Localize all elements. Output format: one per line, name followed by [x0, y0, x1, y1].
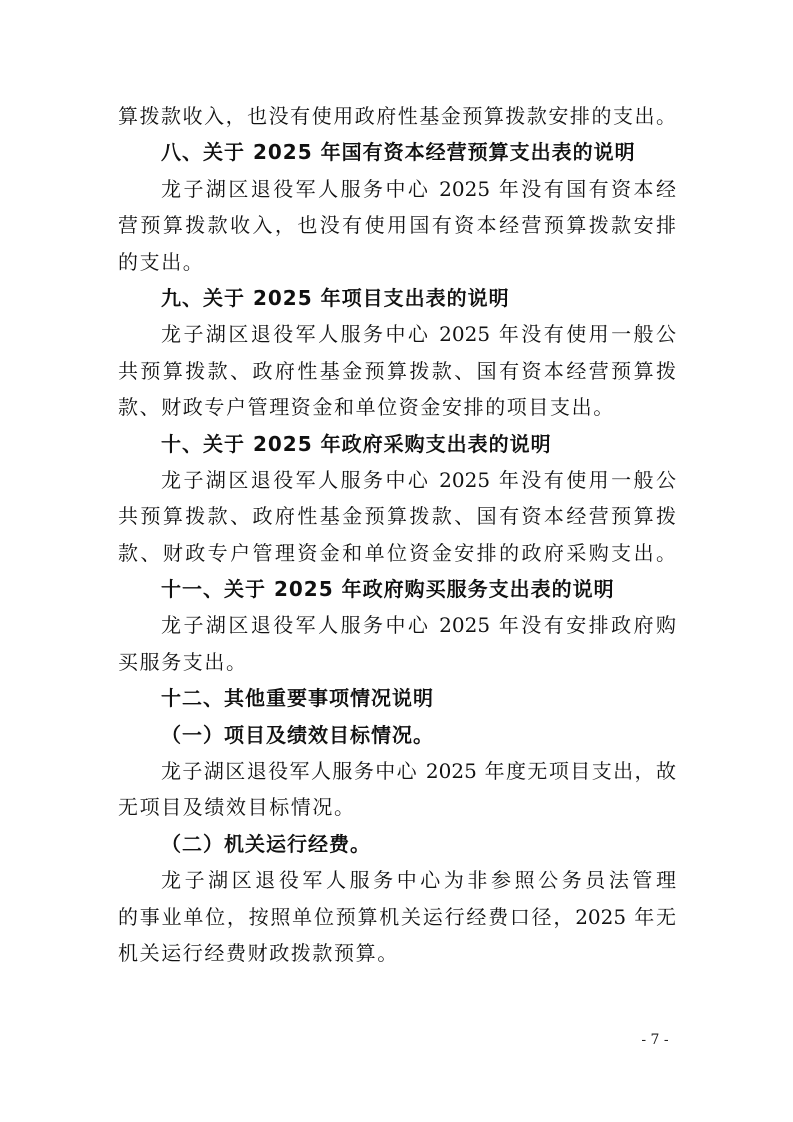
body-text: 款、财政专户管理资金和单位资金安排的项目支出。	[118, 395, 615, 420]
section-heading: 九、关于 2025 年项目支出表的说明	[161, 285, 510, 310]
page-number: - 7 -	[641, 1032, 669, 1048]
section-heading: 十、关于 2025 年政府采购支出表的说明	[161, 431, 552, 456]
body-text: 买服务支出。	[118, 649, 248, 674]
body-text: 龙子湖区退役军人服务中心 2025 年没有安排政府购	[161, 613, 676, 638]
body-text: 龙子湖区退役军人服务中心 2025 年没有国有资本经	[161, 176, 676, 201]
body-text: 共预算拨款、政府性基金预算拨款、国有资本经营预算拨	[118, 358, 676, 383]
subsection-heading: （一）项目及绩效目标情况。	[161, 722, 434, 747]
body-text: 算拨款收入，也没有使用政府性基金预算拨款安排的支出。	[118, 104, 676, 128]
section-heading: 八、关于 2025 年国有资本经营预算支出表的说明	[161, 140, 636, 165]
body-text: 的事业单位，按照单位预算机关运行经费口径，2025 年无	[118, 904, 676, 929]
body-text: 营预算拨款收入，也没有使用国有资本经营预算拨款安排	[118, 213, 676, 238]
body-text: 共预算拨款、政府性基金预算拨款、国有资本经营预算拨	[118, 504, 676, 529]
body-text: 的支出。	[118, 249, 205, 274]
section-heading: 十二、其他重要事项情况说明	[161, 686, 434, 711]
subsection-heading: （二）机关运行经费。	[161, 831, 371, 856]
body-text: 龙子湖区退役军人服务中心 2025 年没有使用一般公	[161, 322, 676, 347]
section-heading: 十一、关于 2025 年政府购买服务支出表的说明	[161, 577, 615, 602]
body-text: 龙子湖区退役军人服务中心 2025 年没有使用一般公	[161, 467, 676, 492]
document-body	[118, 98, 676, 971]
body-text: 款、财政专户管理资金和单位资金安排的政府采购支出。	[118, 540, 676, 565]
body-text: 龙子湖区退役军人服务中心为非参照公务员法管理	[161, 868, 676, 893]
body-text: 无项目及绩效目标情况。	[118, 795, 356, 820]
body-text: 龙子湖区退役军人服务中心 2025 年度无项目支出，故	[161, 759, 676, 784]
body-text: 机关运行经费财政拨款预算。	[118, 940, 399, 965]
